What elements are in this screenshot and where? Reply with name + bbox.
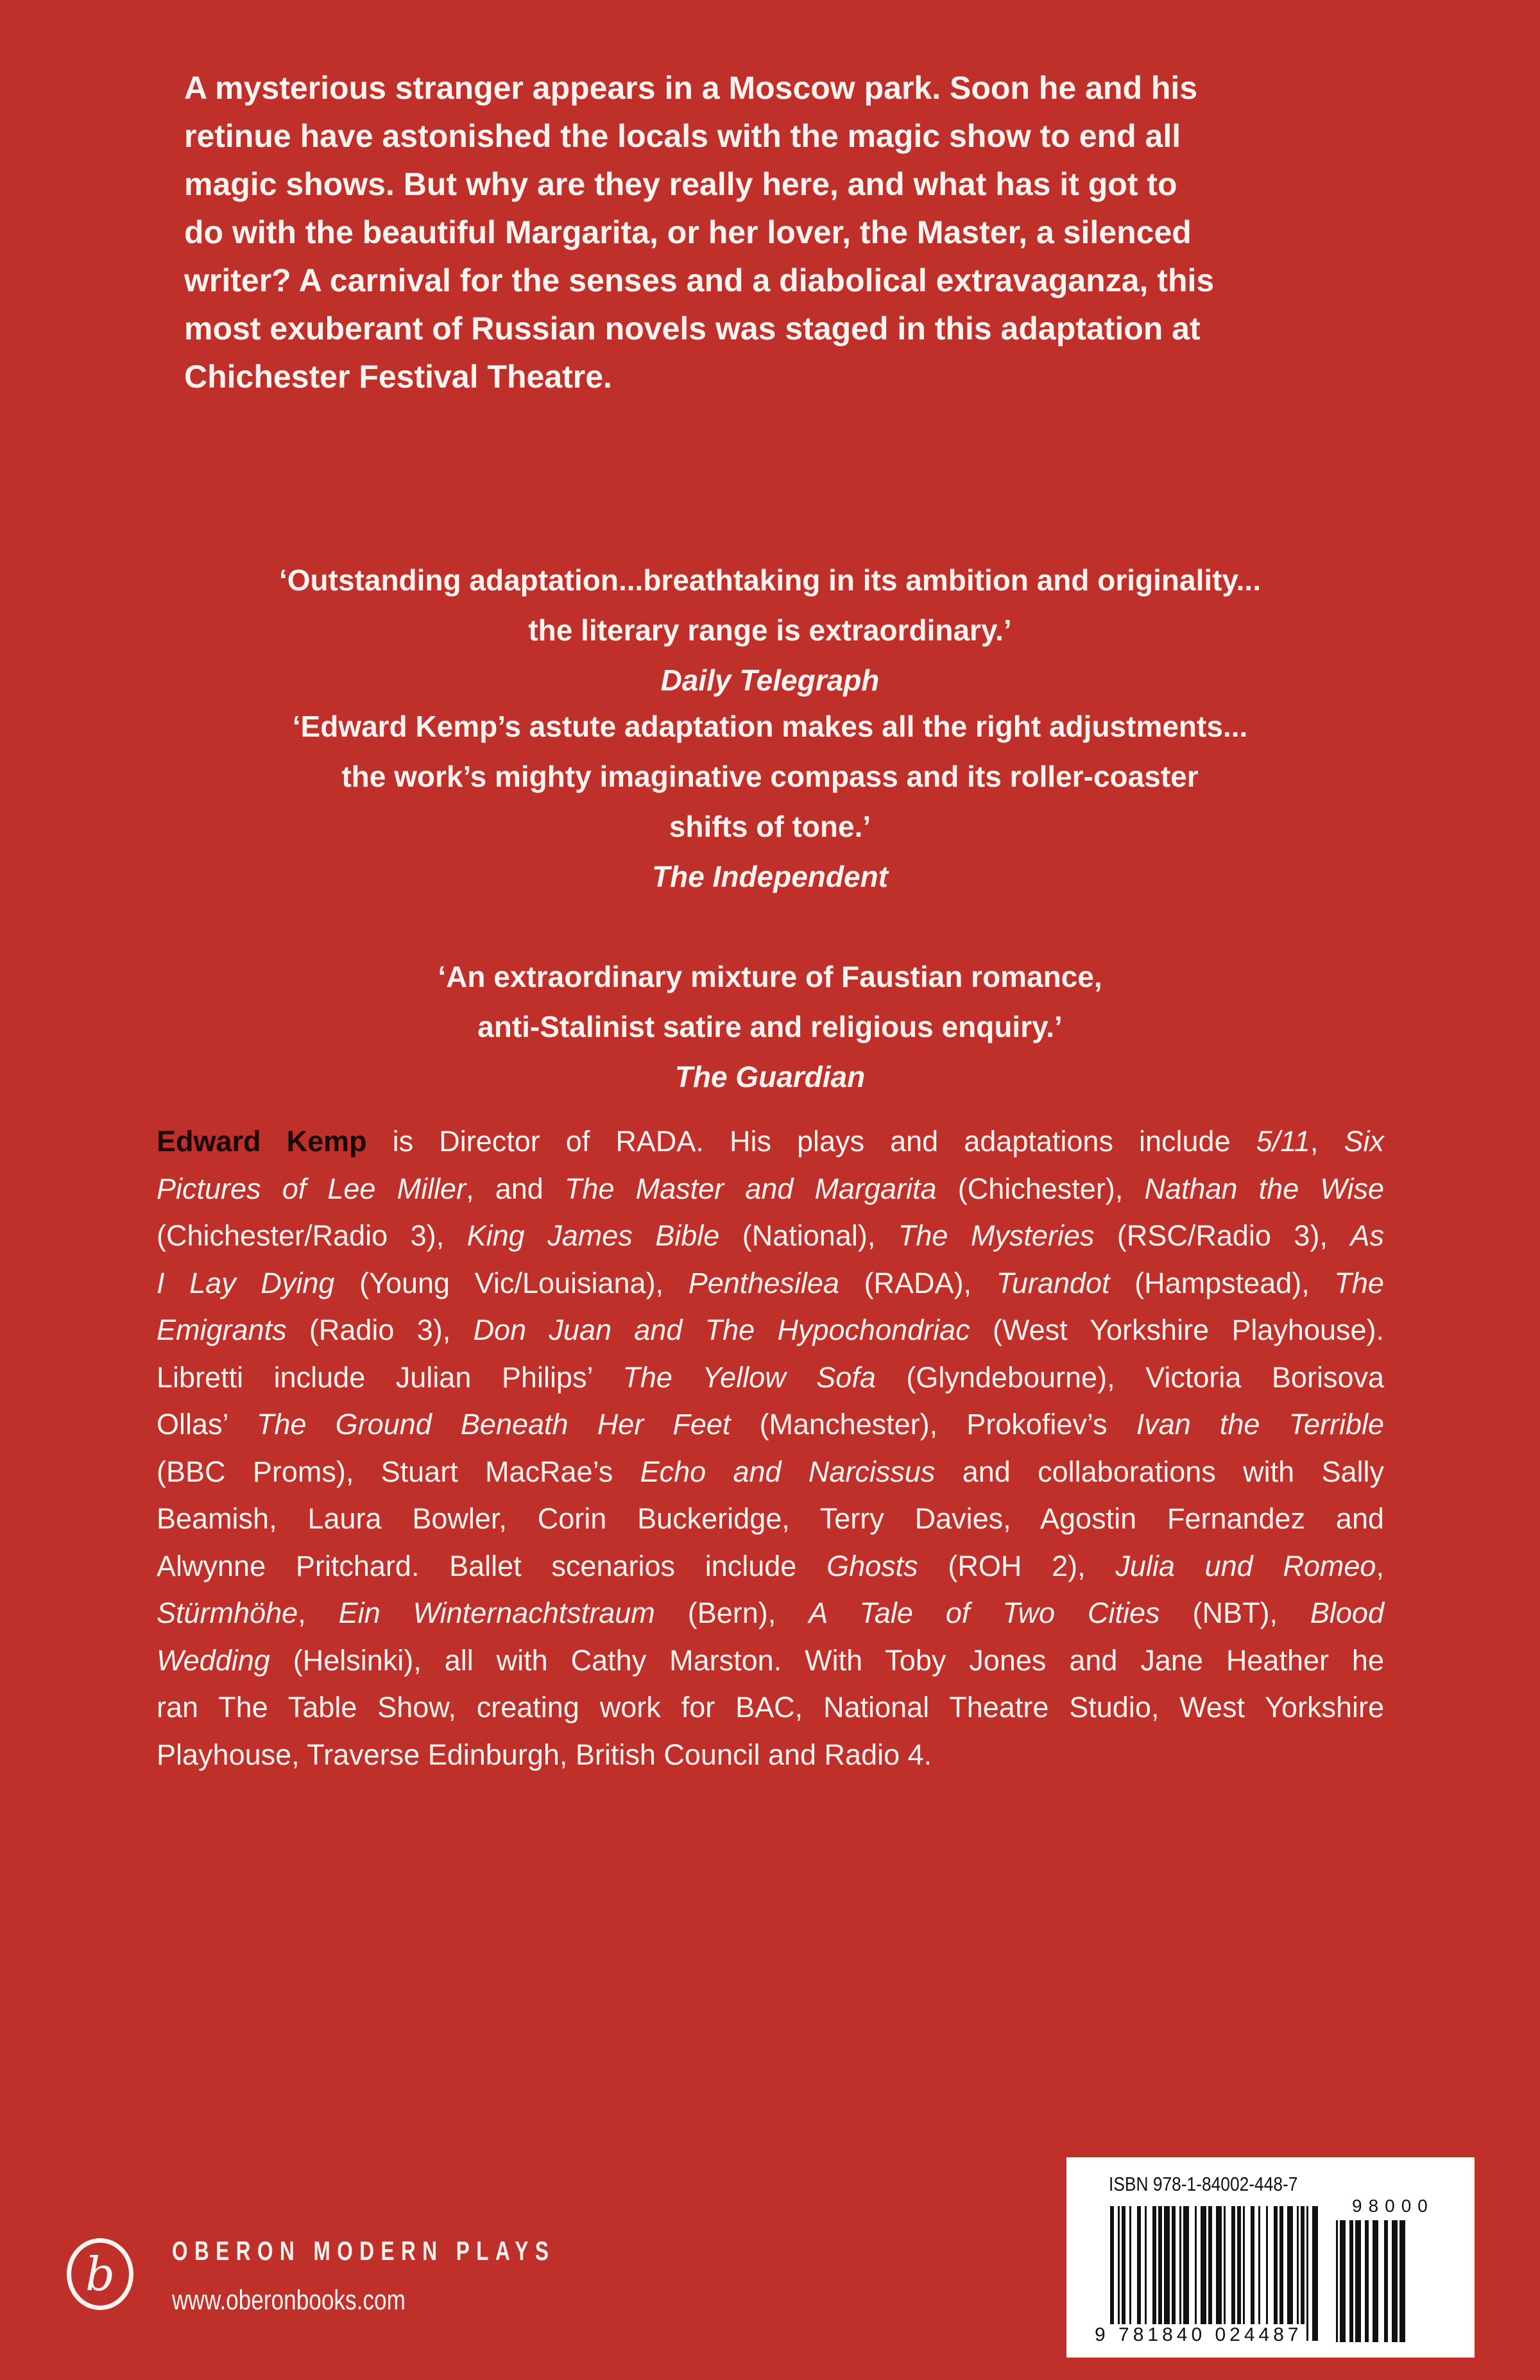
barcode-bar <box>1251 2206 1254 2341</box>
work-title: Wedding <box>157 1643 270 1677</box>
barcode-bar <box>1373 2220 1378 2342</box>
barcode-bar <box>1201 2206 1206 2341</box>
barcode-bar <box>1122 2206 1125 2341</box>
barcode-bar <box>1306 2206 1308 2341</box>
bio-line <box>157 1589 1384 1637</box>
barcode-bar <box>1118 2206 1120 2341</box>
work-title: The Ground Beneath Her Feet <box>257 1408 731 1441</box>
blurb-line: do with the beautiful Margarita, or her lover, the Master, a silenced <box>184 214 1192 250</box>
barcode-bar <box>1243 2206 1245 2341</box>
work-title: Don Juan and The Hypochondriac <box>473 1314 970 1346</box>
work-title: Julia und Romeo <box>1115 1549 1376 1582</box>
blurb-line: writer? A carnival for the senses and a diabolical extravaganza, this <box>184 262 1215 298</box>
logo-letter: b <box>85 2247 116 2301</box>
quote-line: ‘Edward Kemp’s astute adaptation makes all the right adjustments... <box>292 710 1248 743</box>
review-quote-telegraph <box>0 555 1540 705</box>
bio-text: , and <box>466 1172 565 1205</box>
barcode-bar <box>1237 2206 1241 2341</box>
work-title: Pictures of Lee Miller <box>157 1172 466 1205</box>
review-quote-independent <box>0 701 1540 902</box>
barcode-bar <box>1301 2206 1305 2341</box>
blurb-line: most exuberant of Russian novels was staged in this adaptation at <box>184 311 1201 347</box>
barcode-bar <box>1208 2206 1212 2341</box>
work-title: Echo and Narcissus <box>640 1455 936 1488</box>
work-title: The Yellow Sofa <box>622 1360 876 1394</box>
price-addon-digits: 98000 <box>1352 2196 1434 2216</box>
bio-text: , <box>1310 1125 1344 1158</box>
bio-text: (National), <box>719 1219 898 1252</box>
work-title: The Master and Margarita <box>564 1172 937 1205</box>
bio-text: (Hampstead), <box>1109 1266 1335 1299</box>
bio-text: (RADA), <box>839 1266 997 1299</box>
barcode-bar <box>1279 2206 1283 2341</box>
blurb-line: magic shows. But why are they really here, and what has it got to <box>184 166 1177 202</box>
barcode-bar <box>1287 2206 1293 2341</box>
quote-line: shifts of tone.’ <box>669 810 871 843</box>
barcode-bar <box>1195 2206 1197 2341</box>
bio-text: Alwynne Pritchard. Ballet scenarios include <box>157 1549 827 1582</box>
barcode-bars <box>1110 2206 1322 2341</box>
bio-text: (Manchester), Prokofiev’s <box>730 1408 1136 1441</box>
quote-line: the work’s mighty imaginative compass and its roller-coaster <box>341 760 1199 793</box>
bio-line <box>157 1543 1384 1590</box>
barcode-bar <box>1340 2220 1346 2342</box>
quote-line: ‘Outstanding adaptation...breathtaking in its ambition and originality... <box>279 563 1261 597</box>
barcode-bar <box>1231 2206 1235 2341</box>
work-title: The Mysteries <box>898 1219 1095 1252</box>
work-title: Stürmhöhe <box>157 1597 298 1629</box>
blurb-paragraph <box>184 64 1390 401</box>
publisher-url: www.oberonbooks.com <box>172 2284 406 2316</box>
work-title: Six <box>1344 1125 1384 1158</box>
blurb-line: Chichester Festival Theatre. <box>184 359 612 395</box>
barcode-bar <box>1172 2206 1176 2341</box>
bio-text: (Glyndebourne), Victoria Borisova <box>875 1360 1384 1394</box>
bio-text: (ROH 2), <box>918 1549 1116 1582</box>
quote-source: The Independent <box>652 860 888 893</box>
bio-text: , <box>298 1597 339 1629</box>
barcode-bar <box>1258 2206 1260 2341</box>
barcode-bar <box>1183 2206 1189 2341</box>
barcode-bar <box>1152 2206 1156 2341</box>
bio-text: Ollas’ <box>157 1408 257 1441</box>
bio-text: Playhouse, Traverse Edinburgh, British Council and Radio 4. <box>157 1738 932 1771</box>
barcode-bar <box>1392 2220 1398 2342</box>
bio-text: (RSC/Radio 3), <box>1094 1219 1351 1252</box>
quote-line: the literary range is extraordinary.’ <box>528 613 1012 647</box>
bio-line <box>157 1495 1384 1543</box>
barcode-bar <box>1129 2206 1131 2341</box>
barcode-bar <box>1137 2206 1141 2341</box>
author-name: Edward Kemp <box>157 1125 367 1158</box>
barcode-bar <box>1266 2206 1268 2341</box>
quote-source: The Guardian <box>674 1060 866 1093</box>
bio-text: , <box>1376 1549 1384 1582</box>
barcode-bar <box>1297 2206 1299 2341</box>
barcode-bar <box>1110 2206 1114 2341</box>
blurb-line: A mysterious stranger appears in a Moscow park. Soon he and his <box>184 70 1198 106</box>
bio-text: (BBC Proms), Stuart MacRae’s <box>157 1455 640 1488</box>
ean-digits: 9 781840 024487 <box>1092 2324 1305 2346</box>
work-title: A Tale of Two Cities <box>809 1597 1160 1629</box>
barcode-bar <box>1179 2206 1181 2341</box>
work-title: Turandot <box>996 1266 1110 1299</box>
barcode-bar <box>1336 2220 1338 2342</box>
work-title: As <box>1350 1219 1384 1252</box>
barcode-bar <box>1349 2220 1353 2342</box>
bio-text: ran The Table Show, creating work for BAC, National Theatre Studio, West Yorkshire <box>157 1691 1384 1724</box>
bio-line <box>157 1118 1384 1165</box>
bio-text: (Radio 3), <box>286 1314 474 1346</box>
work-title: King James Bible <box>466 1219 720 1252</box>
barcode-bar <box>1399 2220 1405 2342</box>
work-title: 5/11 <box>1256 1125 1310 1158</box>
bio-text: (Bern), <box>654 1597 809 1629</box>
quote-source: Daily Telegraph <box>660 663 880 697</box>
bio-text: is Director of RADA. His plays and adaptations include <box>366 1125 1256 1158</box>
work-title: Ein Winternachtstraum <box>338 1597 655 1629</box>
barcode-bar <box>1158 2206 1162 2341</box>
barcode-bar <box>1365 2220 1369 2342</box>
author-bio <box>157 1118 1384 1778</box>
barcode-bar <box>1274 2206 1278 2341</box>
bio-text: (Helsinki), all with Cathy Marston. With Toby Jones and Jane Heather he <box>270 1643 1384 1677</box>
isbn-label: ISBN 978-1-84002-448-7 <box>1109 2173 1298 2195</box>
bio-text: (Chichester), <box>936 1172 1145 1205</box>
quote-line: ‘An extraordinary mixture of Faustian romance, <box>438 960 1102 993</box>
barcode-bar <box>1384 2220 1388 2342</box>
work-title: Penthesilea <box>688 1266 839 1299</box>
work-title: Emigrants <box>157 1314 287 1346</box>
bio-text: Libretti include Julian Philips’ <box>157 1360 623 1394</box>
bio-line <box>157 1448 1384 1496</box>
bio-text: and collaborations with Sally <box>935 1455 1384 1488</box>
bio-line <box>157 1401 1384 1448</box>
bio-text: (NBT), <box>1159 1597 1310 1629</box>
bio-line <box>157 1212 1384 1260</box>
bio-line <box>157 1354 1384 1401</box>
bio-line <box>157 1165 1384 1213</box>
barcode-bar <box>1145 2206 1147 2341</box>
barcode-bar <box>1312 2206 1318 2341</box>
review-quote-guardian <box>0 952 1540 1102</box>
bio-line <box>157 1637 1384 1684</box>
bio-line <box>157 1731 1384 1779</box>
blurb-line: retinue have astonished the locals with the magic show to end all <box>184 118 1181 154</box>
series-name: OBERON MODERN PLAYS <box>172 2236 556 2266</box>
isbn-barcode <box>1066 2157 1475 2358</box>
bio-line <box>157 1684 1384 1731</box>
oberon-logo-icon <box>67 2238 133 2310</box>
bio-text: (Chichester/Radio 3), <box>157 1219 467 1252</box>
work-title: Ghosts <box>826 1549 918 1582</box>
work-title: Blood <box>1310 1597 1384 1629</box>
bio-line <box>157 1306 1384 1354</box>
barcode-bar <box>1355 2220 1361 2342</box>
bio-text: (West Yorkshire Playhouse). <box>970 1314 1385 1346</box>
work-title: Ivan the Terrible <box>1136 1408 1385 1441</box>
bio-line <box>157 1260 1384 1307</box>
work-title: The <box>1334 1266 1384 1299</box>
addon-barcode-bars <box>1336 2220 1403 2342</box>
quote-line: anti-Stalinist satire and religious enquiry.’ <box>477 1010 1063 1043</box>
bio-text: Beamish, Laura Bowler, Corin Buckeridge, Terry Davies, Agostin Fernandez and <box>157 1502 1384 1535</box>
barcode-bar <box>1164 2206 1170 2341</box>
work-title: Nathan the Wise <box>1144 1172 1384 1205</box>
work-title: I Lay Dying <box>157 1266 335 1299</box>
bio-text: (Young Vic/Louisiana), <box>334 1266 689 1299</box>
barcode-bar <box>1216 2206 1222 2341</box>
barcode-bar <box>1224 2206 1226 2341</box>
